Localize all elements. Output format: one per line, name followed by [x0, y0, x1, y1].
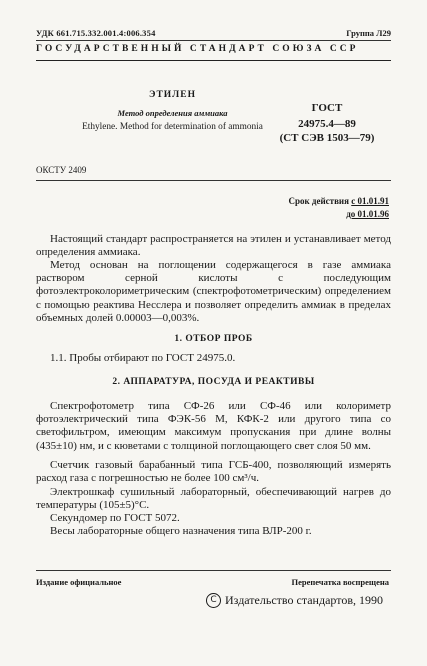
udk-code: УДК 661.715.332.001.4:006.354 — [36, 28, 156, 38]
publisher: Издательство стандартов, 1990 — [225, 593, 383, 607]
validity-from: с 01.01.91 — [351, 196, 389, 206]
footer-rule — [36, 570, 391, 571]
section-2-heading: 2. АППАРАТУРА, ПОСУДА И РЕАКТИВЫ — [112, 377, 315, 387]
scales-paragraph: Весы лабораторные общего назначения типа ВЛР-200 г. — [50, 525, 312, 537]
english-title: Ethylene. Method for determination of ammonia — [82, 122, 263, 132]
intro-paragraph-2: Метод основан на поглощении содержащегося в газе аммиака раствором серной кислоты с последующим фотоэлектроколориметрическим (спектрофотометрическим) определением с помощью реактива Несслера и позволяет определить аммиак в пределах объемных долей 0.00003—0,003%. — [36, 259, 391, 324]
validity-period — [288, 195, 389, 221]
banner-rule — [36, 60, 391, 61]
group-code: Группа Л29 — [346, 28, 391, 38]
copyright-line — [206, 593, 383, 608]
gost-label: ГОСТ — [311, 102, 343, 114]
drying-oven-paragraph: Электрошкаф сушильный лабораторный, обеспечивающий нагрев до температуры (105±5)°С. — [36, 486, 391, 512]
validity-label: Срок действия — [288, 196, 349, 206]
copyright-icon: C — [206, 593, 221, 608]
official-edition: Издание официальное — [36, 577, 122, 587]
gost-number: 24975.4—89 — [298, 118, 356, 130]
method-title: Метод определения аммиака — [117, 108, 228, 118]
middle-rule — [36, 180, 391, 181]
okstu-code: ОКСТУ 2409 — [36, 165, 87, 175]
state-standard-banner: ГОСУДАРСТВЕННЫЙ СТАНДАРТ СОЮЗА ССР — [36, 44, 359, 54]
section-1-item: 1.1. Пробы отбирают по ГОСТ 24975.0. — [50, 352, 236, 364]
product-name: ЭТИЛЕН — [149, 90, 196, 100]
reprint-prohibited: Перепечатка воспрещена — [291, 577, 389, 587]
section-1-heading: 1. ОТБОР ПРОБ — [174, 334, 253, 344]
apparatus-paragraph: Спектрофотометр типа СФ-26 или СФ-46 или колориметр фотоэлектрический типа ФЭК-56 М, КФК-2 или другого типа со светофильтром, имеющим максимум пропускания при длине волны (435±10) нм, и с кюветами с толщиной поглощающего свет слоя 50 мм. — [36, 400, 391, 452]
gost-designation — [267, 102, 387, 144]
stopwatch-paragraph: Секундомер по ГОСТ 5072. — [50, 512, 180, 524]
top-rule — [36, 40, 391, 41]
gas-meter-paragraph: Счетчик газовый барабанный типа ГСБ-400, позволяющий измерять расход газа с погрешностью не более 100 см³/ч. — [36, 459, 391, 485]
title-block — [80, 90, 265, 132]
sev-number: (СТ СЭВ 1503—79) — [279, 132, 375, 144]
intro-paragraph-1: Настоящий стандарт распространяется на этилен и устанавливает метод определения аммиака. — [36, 233, 391, 259]
validity-to: до 01.01.96 — [346, 209, 389, 219]
